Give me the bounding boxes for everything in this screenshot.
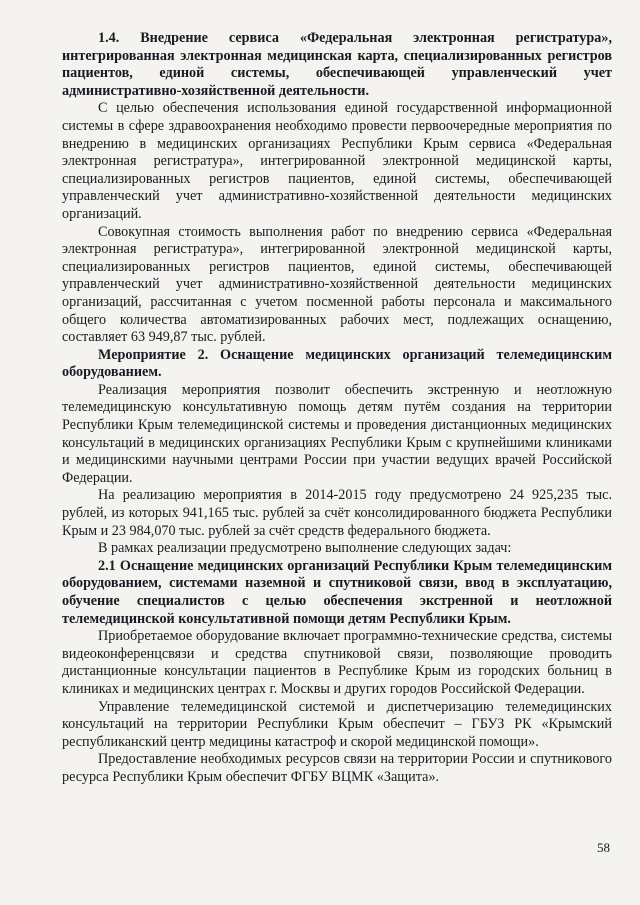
section-heading-measure-2: Мероприятие 2. Оснащение медицинских организаций телемедицинским оборудованием. [62,346,612,381]
paragraph: Приобретаемое оборудование включает программно-технические средства, системы видеоконференцсвязи и средства спутниковой связи, позволяющие проводить дистанционные консультации пациентов в Республике Крым из городских больниц в клиниках и медицинских центрах г. Москвы и других городов Российской Федерации. [62,628,612,697]
paragraph: Совокупная стоимость выполнения работ по внедрению сервиса «Федеральная электронная регистратура», интегрированной электронной медицинской карты, специализированных регистров пациентов, единой системы, обеспечивающей управленческий учет административно-хозяйственной деятельности медицинских организаций, рассчитанная с учетом посменной работы персонала и максимального общего количества автоматизированных рабочих мест, подлежащих оснащению, составляет 63 949,87 тыс. рублей. [62,223,612,346]
paragraph: Предоставление необходимых ресурсов связи на территории России и спутникового ресурса Республики Крым обеспечит ФГБУ ВЦМК «Защита». [62,751,612,785]
paragraph: На реализацию мероприятия в 2014-2015 году предусмотрено 24 925,235 тыс. рублей, из которых 941,165 тыс. рублей за счёт консолидированного бюджета Республики Крым и 23 984,070 тыс. рублей за счёт средств федерального бюджета. [62,487,612,539]
paragraph: В рамках реализации предусмотрено выполнение следующих задач: [98,540,512,557]
paragraph: С целью обеспечения использования единой государственной информационной системы в сфере здравоохранения необходимо провести первоочередные мероприятия по внедрению в медицинских организациях Республики Крым сервиса «Федеральная электронная регистратура», интегрированной электронной медицинской карты, специализированных регистров пациентов, единой системы, обеспечивающей управленческий учет административно-хозяйственной деятельности медицинских организаций. [62,100,612,222]
section-heading-2-1: 2.1 Оснащение медицинских организаций Республики Крым телемедицинским оборудованием, системами наземной и спутниковой связи, ввод в эксплуатацию, обучение специалистов с целью обеспечения экстренной и неотложной телемедицинской консультативной помощи детям Республики Крым. [62,557,612,627]
paragraph: Реализация мероприятия позволит обеспечить экстренную и неотложную телемедицинскую консультативную помощь детям путём создания на территории Республики Крым телемедицинской системы и проведения дистанционных медицинских консультаций в медицинских организациях Республики Крым с крупнейшими клиниками и медицинскими научными центрами России при участии ведущих врачей Российской Федерации. [62,381,612,486]
paragraph: Управление телемедицинской системой и диспетчеризацию телемедицинских консультаций на территории Республики Крым обеспечит – ГБУЗ РК «Крымский республиканский центр медицины катастроф и скорой медицинской помощи». [62,698,612,750]
section-heading-1-4: 1.4. Внедрение сервиса «Федеральная электронная регистратура», интегрированная электронная медицинская карта, специализированных регистров пациентов, единой системы, обеспечивающей управленческий учет административно-хозяйственной деятельности. [62,30,612,99]
page-number: 58 [597,840,610,855]
